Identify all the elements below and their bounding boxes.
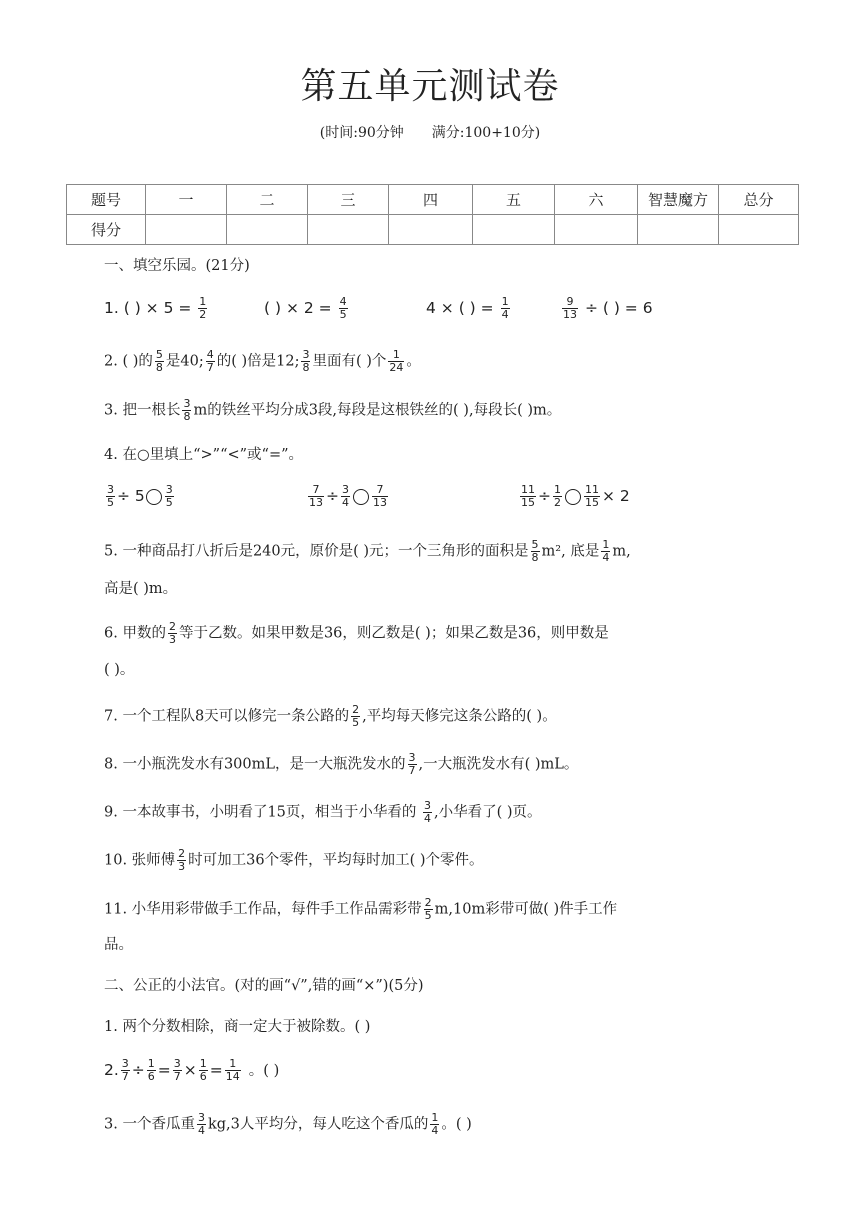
q2-text: 里面有( )个: [312, 353, 387, 370]
fraction: [562, 296, 578, 321]
q1-d: [560, 296, 653, 321]
numerator: 3: [342, 483, 349, 496]
fraction: [531, 539, 540, 564]
question-1: [104, 296, 804, 326]
question-7: [104, 704, 804, 729]
compare-circle-icon[interactable]: [565, 489, 581, 505]
denominator: 6: [147, 1070, 155, 1083]
question-5-line-2: 高是( )m。: [104, 581, 178, 597]
fraction: [225, 1058, 241, 1083]
fraction: [301, 349, 310, 374]
denominator: 15: [585, 496, 599, 509]
q10-text: 时可加工36个零件，平均每时加工( )个零件。: [188, 852, 484, 869]
fraction: [198, 296, 207, 321]
q1-d-text: ÷ ( ) = 6: [584, 299, 653, 317]
fraction: [121, 1058, 130, 1083]
exam-info: [0, 122, 860, 142]
denominator: 7: [206, 361, 214, 374]
denominator: 4: [424, 812, 432, 825]
fraction: [553, 484, 562, 509]
denominator: 3: [178, 860, 186, 873]
operator: =: [209, 1061, 223, 1079]
fraction: [206, 349, 215, 374]
numerator: 1: [199, 295, 207, 308]
numerator: 11: [521, 483, 535, 496]
numerator: 1: [147, 1057, 155, 1070]
fraction: [351, 704, 360, 729]
denominator: 2: [199, 308, 207, 321]
numerator: 1: [602, 538, 610, 551]
numerator: 3: [197, 1111, 205, 1124]
question-6: [104, 621, 804, 646]
numerator: 5: [155, 348, 163, 361]
denominator: 8: [155, 361, 163, 374]
score-table: [66, 184, 799, 245]
fraction: [155, 349, 164, 374]
question-3: [104, 398, 804, 423]
denominator: 4: [602, 551, 610, 564]
denominator: 14: [225, 1070, 240, 1083]
operator: ÷: [538, 487, 551, 505]
table-header-cell: 三: [308, 185, 389, 215]
question-5: [104, 539, 804, 564]
table-header-cell: 一: [146, 185, 227, 215]
table-header-cell: 总分: [719, 185, 799, 215]
question-11: [104, 897, 804, 922]
numerator: 1: [554, 483, 561, 496]
fraction: [197, 1112, 206, 1137]
numerator: 4: [206, 348, 214, 361]
question-6-line-2: ( )。: [104, 662, 135, 678]
q3-text: 。( ): [441, 1116, 472, 1133]
q1-b-text: ( ) × 2 =: [264, 299, 332, 317]
numerator: 1: [199, 1057, 207, 1070]
score-cell[interactable]: [227, 215, 308, 245]
q7-text: ,平均每天修完这条公路的( )。: [362, 708, 557, 725]
denominator: 5: [424, 909, 432, 922]
numerator: 3: [121, 1057, 129, 1070]
q9-text: 9. 一本故事书，小明看了15页，相当于小华看的: [104, 804, 422, 821]
compare-item-2: [306, 484, 390, 509]
compare-item-1: [104, 484, 176, 509]
fraction: [199, 1058, 208, 1083]
q3-text: m的铁丝平均分成3段,每段是这根铁丝的( ),每段长( )m。: [193, 402, 562, 419]
numerator: 1: [501, 295, 509, 308]
q-number: 2.: [104, 1061, 119, 1079]
operator: =: [157, 1061, 171, 1079]
numerator: 11: [585, 483, 599, 496]
denominator: 2: [554, 496, 561, 509]
q1-a: [104, 296, 209, 321]
q2-text: 2. ( )的: [104, 353, 153, 370]
q6-text: 等于乙数。如果甲数是36，则乙数是( )；如果乙数是36，则甲数是: [178, 625, 609, 642]
fraction: [341, 484, 350, 509]
numerator: 9: [562, 296, 578, 309]
section-heading: 二、公正的小法官。(对的画“√”,错的画“×”)(5分): [104, 978, 424, 994]
question-2: [104, 349, 804, 374]
q8-text: 8. 一小瓶洗发水有300mL，是一大瓶洗发水的: [104, 756, 406, 773]
q5-text: m,: [612, 543, 631, 560]
denominator: 4: [342, 496, 349, 509]
numerator: 5: [531, 538, 539, 551]
table-header-cell: 六: [555, 185, 638, 215]
denominator: 8: [183, 410, 191, 423]
q11-text: m,10m彩带可做( )件手工作: [434, 901, 618, 918]
q5-text: m², 底是: [541, 543, 600, 560]
fraction: [173, 1058, 182, 1083]
table-header-cell: 四: [389, 185, 473, 215]
denominator: 13: [373, 496, 387, 509]
fraction: [147, 1058, 156, 1083]
time-limit: (时间:90分钟: [319, 125, 404, 141]
numerator: 7: [372, 484, 388, 497]
question-10: [104, 848, 804, 873]
fraction: [372, 484, 388, 509]
q9-text: ,小华看了( )页。: [434, 804, 542, 821]
denominator: 3: [168, 633, 176, 646]
denominator: 24: [389, 361, 404, 374]
fraction: [520, 484, 536, 509]
question-4: 4. 在○里填上“>”“<”或“=”。: [104, 447, 304, 463]
numerator: 4: [339, 295, 347, 308]
table-row: [67, 185, 799, 215]
denominator: 4: [197, 1124, 205, 1137]
fraction: [106, 484, 115, 509]
table-header-cell: 二: [227, 185, 308, 215]
denominator: 7: [173, 1070, 181, 1083]
judge-question-2: [104, 1058, 804, 1083]
denominator: 13: [309, 496, 323, 509]
section-heading: 一、填空乐园。(21分): [104, 258, 250, 274]
table-header-cell: 智慧魔方: [638, 185, 719, 215]
fraction: [584, 484, 600, 509]
numerator: 1: [431, 1111, 439, 1124]
answer-blank[interactable]: 。( ): [248, 1063, 280, 1079]
compare-circle-icon[interactable]: [146, 489, 162, 505]
numerator: 7: [308, 484, 324, 497]
question-9: [104, 800, 804, 825]
q2-text: 的( )倍是12;: [216, 353, 300, 370]
score-cell[interactable]: [389, 215, 473, 245]
q1-c: [426, 296, 512, 321]
numerator: 1: [225, 1058, 241, 1071]
denominator: 6: [199, 1070, 207, 1083]
denominator: 8: [302, 361, 310, 374]
numerator: 3: [173, 1057, 181, 1070]
numerator: 1: [388, 349, 404, 362]
score-cell[interactable]: [555, 215, 638, 245]
q1-a-text: 1. ( ) × 5 =: [104, 299, 192, 317]
numerator: 3: [165, 483, 173, 496]
numerator: 3: [408, 751, 416, 764]
numerator: 2: [352, 703, 360, 716]
denominator: 8: [531, 551, 539, 564]
q11-text: 11. 小华用彩带做手工作品，每件手工作品需彩带: [104, 901, 422, 918]
operator: ÷: [131, 1061, 145, 1079]
q10-text: 10. 张师傅: [104, 852, 176, 869]
fraction: [168, 621, 177, 646]
compare-item-3: [518, 484, 630, 509]
q2-text: 。: [406, 353, 421, 370]
fraction: [165, 484, 174, 509]
fraction: [308, 484, 324, 509]
q1-c-text: 4 × ( ) =: [426, 299, 494, 317]
score-cell[interactable]: [473, 215, 555, 245]
numerator: 2: [424, 896, 432, 909]
denominator: 5: [165, 496, 173, 509]
operator: ÷ 5: [117, 487, 145, 505]
q2-text: 是40;: [165, 353, 204, 370]
table-header-cell: 得分: [67, 215, 146, 245]
denominator: 5: [352, 716, 360, 729]
fraction: [424, 897, 433, 922]
denominator: 13: [563, 308, 577, 321]
question-8: [104, 752, 804, 777]
q7-text: 7. 一个工程队8天可以修完一条公路的: [104, 708, 350, 725]
table-row: [67, 215, 799, 245]
operator: ×: [183, 1061, 197, 1079]
question-11-line-2: 品。: [104, 937, 133, 953]
page-title: 第五单元测试卷: [300, 66, 560, 107]
denominator: 5: [107, 496, 114, 509]
fraction: [388, 349, 404, 374]
full-score: 满分:100+10分): [431, 125, 541, 141]
numerator: 3: [107, 483, 114, 496]
fraction: [182, 398, 191, 423]
q6-text: 6. 甲数的: [104, 625, 166, 642]
q3-text: kg,3人平均分，每人吃这个香瓜的: [207, 1116, 429, 1133]
q3-text: 3. 一个香瓜重: [104, 1116, 195, 1133]
question-4-items: [104, 484, 804, 518]
numerator: 3: [302, 348, 310, 361]
fraction: [423, 800, 432, 825]
numerator: 2: [178, 847, 186, 860]
operator: ÷: [326, 487, 339, 505]
fraction: [177, 848, 186, 873]
numerator: 3: [424, 799, 432, 812]
judge-question-1: 1. 两个分数相除，商一定大于被除数。( ): [104, 1019, 371, 1035]
compare-circle-icon[interactable]: [353, 489, 369, 505]
numerator: 3: [183, 397, 191, 410]
q3-text: 3. 把一根长: [104, 402, 181, 419]
denominator: 15: [521, 496, 535, 509]
fraction: [501, 296, 510, 321]
score-cell[interactable]: [638, 215, 719, 245]
denominator: 7: [121, 1070, 129, 1083]
q1-b: [264, 296, 350, 321]
denominator: 7: [408, 764, 416, 777]
q8-text: ,一大瓶洗发水有( )mL。: [418, 756, 579, 773]
denominator: 4: [501, 308, 509, 321]
judge-question-3: [104, 1112, 804, 1137]
operator: × 2: [602, 487, 630, 505]
fraction: [408, 752, 417, 777]
q5-text: 5. 一种商品打八折后是240元，原价是( )元；一个三角形的面积是: [104, 543, 529, 560]
score-cell[interactable]: [308, 215, 389, 245]
table-header-cell: 五: [473, 185, 555, 215]
fraction: [601, 539, 610, 564]
score-cell[interactable]: [146, 215, 227, 245]
score-cell[interactable]: [719, 215, 799, 245]
denominator: 5: [339, 308, 347, 321]
fraction: [430, 1112, 439, 1137]
fraction: [339, 296, 348, 321]
table-header-cell: 题号: [67, 185, 146, 215]
numerator: 2: [168, 620, 176, 633]
denominator: 4: [431, 1124, 439, 1137]
